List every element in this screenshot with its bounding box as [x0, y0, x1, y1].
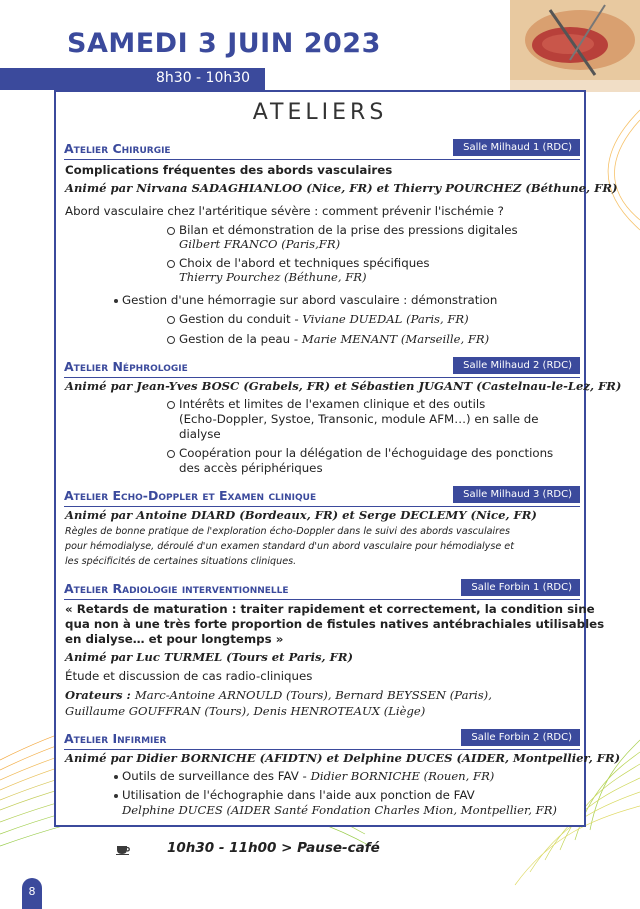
- box-title: ATELIERS: [252, 100, 388, 125]
- item-text: Bilan et démonstration de la prise des pressions digitales: [179, 223, 518, 237]
- section-subtitle: Complications fréquentes des abords vasculaires: [65, 163, 393, 177]
- bullet-text: Gestion d'une hémorragie sur abord vasculaire : démonstration: [122, 293, 498, 307]
- description-line: les spécificités de certaines situations cliniques.: [65, 556, 297, 567]
- section-header: [64, 359, 580, 378]
- quote-line: « Retards de maturation : traiter rapidement et correctement, la condition sine: [65, 602, 595, 616]
- section-title: Atelier Echo-Doppler et Examen clinique: [64, 488, 317, 503]
- room-badge: Salle Milhaud 3 (RDC): [453, 486, 580, 503]
- ring-bullet-icon: [167, 227, 175, 235]
- section-title: Atelier Néphrologie: [64, 359, 188, 374]
- workshop-surgery: [64, 141, 580, 160]
- speakers-line: Orateurs : Marc-Antoine ARNOULD (Tours), Bernard BEYSSEN (Paris),: [65, 688, 492, 702]
- time-label: 8h30 - 10h30: [156, 70, 251, 86]
- item-speaker: Gilbert FRANCO (Paris,FR): [179, 237, 341, 251]
- bullet-speaker: Delphine DUCES (AIDER Santé Fondation Charles Mion, Montpellier, FR): [122, 803, 557, 817]
- item-text: (Echo-Doppler, Systoe, Transonic, module AFM…) en salle de: [179, 412, 539, 426]
- dot-bullet-icon: [114, 794, 118, 798]
- section-title: Atelier Radiologie interventionnelle: [64, 581, 289, 596]
- item-text: Coopération pour la délégation de l'échoguidage des ponctions: [179, 446, 554, 460]
- item-text: Choix de l'abord et techniques spécifiques: [179, 256, 430, 270]
- section-host: Animé par Didier BORNICHE (AFIDTN) et Delphine DUCES (AIDER, Montpellier, FR): [65, 751, 621, 765]
- workshop-radiology: [64, 581, 580, 600]
- ring-bullet-icon: [167, 401, 175, 409]
- section-header: [64, 141, 580, 160]
- section-host: Animé par Antoine DIARD (Bordeaux, FR) et Serge DECLEMY (Nice, FR): [65, 508, 537, 522]
- ring-bullet-icon: [167, 260, 175, 268]
- section-host: Animé par Nirvana SADAGHIANLOO (Nice, FR) et Thierry POURCHEZ (Béthune, FR): [65, 181, 618, 195]
- coffee-cup-icon: [116, 843, 132, 855]
- bullet-text: Utilisation de l'échographie dans l'aide aux ponction de FAV: [122, 788, 475, 802]
- dot-bullet-icon: [114, 775, 118, 779]
- section-title: Atelier Chirurgie: [64, 141, 171, 156]
- quote-line: en dialyse… et pour longtemps »: [65, 632, 284, 646]
- item-text: Intérêts et limites de l'examen clinique et des outils: [179, 397, 486, 411]
- bullet-text: Outils de surveillance des FAV - Didier BORNICHE (Rouen, FR): [122, 769, 495, 783]
- surgery-photo: [510, 0, 640, 92]
- item-text: Gestion de la peau - Marie MENANT (Marseille, FR): [179, 332, 490, 346]
- section-host: Animé par Luc TURMEL (Tours et Paris, FR): [65, 650, 353, 664]
- dot-bullet-icon: [114, 299, 118, 303]
- workshop-echo-doppler: [64, 488, 580, 507]
- workshops-box: [54, 90, 622, 827]
- quote-line: qua non à une très forte proportion de fistules natives antébrachiales utilisables: [65, 617, 605, 631]
- item-text: dialyse: [179, 427, 221, 441]
- item-text: Gestion du conduit - Viviane DUEDAL (Paris, FR): [179, 312, 469, 326]
- coffee-break-text: 10h30 - 11h00 > Pause-café: [167, 840, 380, 856]
- topic-text: Abord vasculaire chez l'artéritique sévère : comment prévenir l'ischémie ?: [65, 204, 504, 218]
- speakers-line: Guillaume GOUFFRAN (Tours), Denis HENROTEAUX (Liège): [65, 704, 426, 718]
- page-number: 8: [28, 885, 36, 898]
- room-badge: Salle Forbin 2 (RDC): [461, 729, 580, 746]
- page-date-title: SAMEDI 3 JUIN 2023: [67, 28, 381, 59]
- workshop-nursing: [64, 731, 580, 750]
- section-title: Atelier Infirmier: [64, 731, 167, 746]
- study-text: Étude et discussion de cas radio-cliniques: [65, 669, 313, 683]
- section-header: [64, 731, 580, 750]
- section-host: Animé par Jean-Yves BOSC (Grabels, FR) et Sébastien JUGANT (Castelnau-le-Lez, FR): [65, 379, 622, 393]
- ring-bullet-icon: [167, 316, 175, 324]
- room-badge: Salle Milhaud 2 (RDC): [453, 357, 580, 374]
- workshop-nephrology: [64, 359, 580, 378]
- description-line: pour hémodialyse, déroulé d'un examen standard d'un abord vasculaire pour hémodialyse et: [65, 541, 514, 552]
- room-badge: Salle Milhaud 1 (RDC): [453, 139, 580, 156]
- ring-bullet-icon: [167, 450, 175, 458]
- section-header: [64, 488, 580, 507]
- ring-bullet-icon: [167, 336, 175, 344]
- room-badge: Salle Forbin 1 (RDC): [461, 579, 580, 596]
- description-line: Règles de bonne pratique de l'exploration écho-Doppler dans le suivi des abords vasculaires: [65, 526, 511, 537]
- section-header: [64, 581, 580, 600]
- item-speaker: Thierry Pourchez (Béthune, FR): [179, 270, 367, 284]
- item-text: des accès périphériques: [179, 461, 323, 475]
